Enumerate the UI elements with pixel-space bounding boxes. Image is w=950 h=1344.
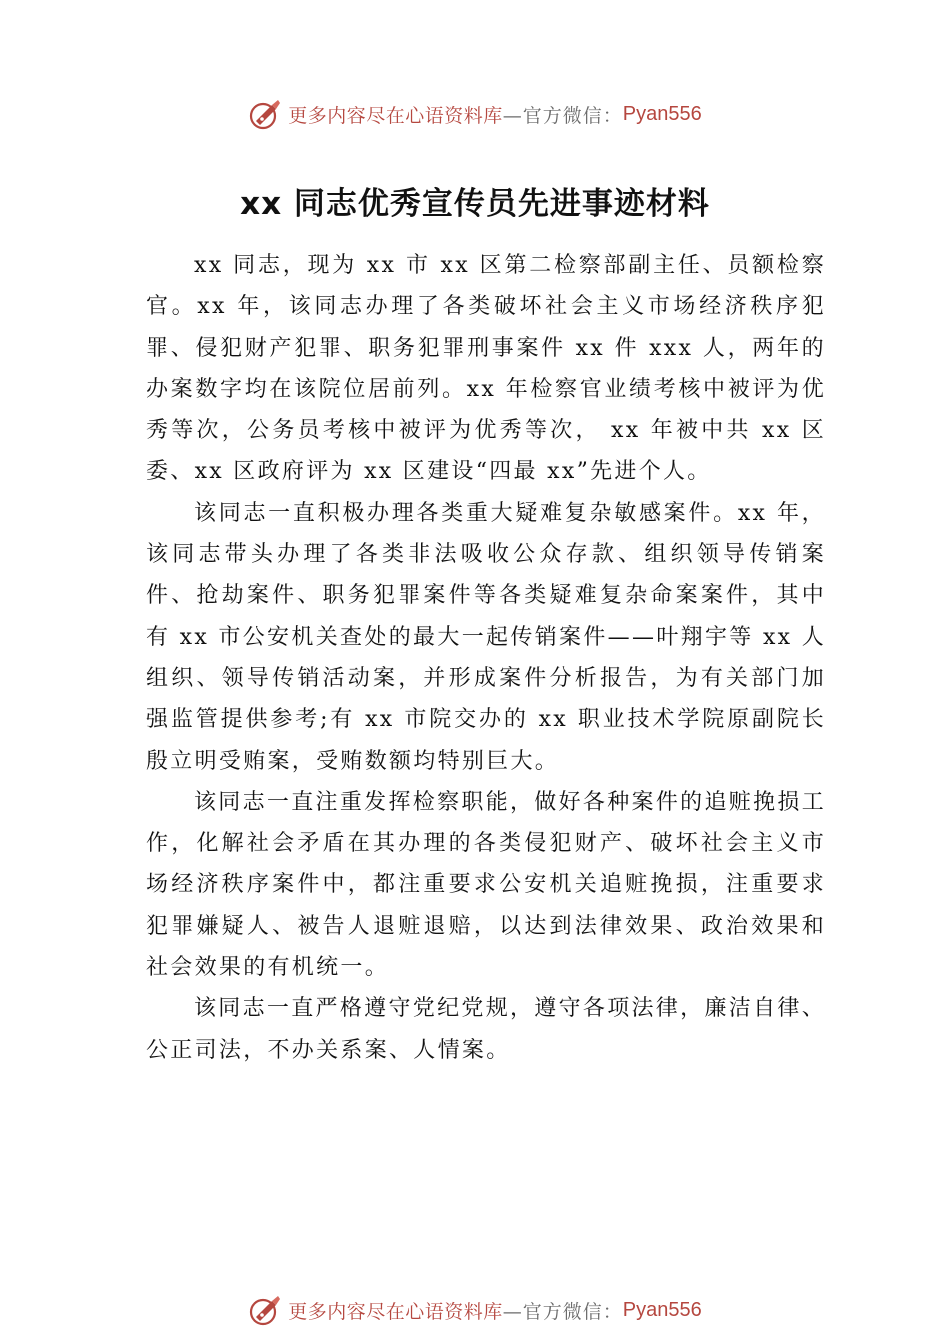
header-banner xyxy=(0,94,950,134)
pen-nib-logo-icon xyxy=(248,97,282,131)
paragraph-4: 该同志一直严格遵守党纪党规，遵守各项法律，廉洁自律、公正司法，不办关系案、人情案。 xyxy=(146,996,826,1063)
document-body xyxy=(146,245,826,1071)
banner-wechat-label: —官方微信： xyxy=(502,1300,623,1323)
footer-banner xyxy=(0,1290,950,1330)
banner-wechat-id: Pyan556 xyxy=(622,102,702,125)
banner-brand-text: 更多内容尽在心语资料库 xyxy=(288,104,503,127)
paragraph-2: 该同志一直积极办理各类重大疑难复杂敏感案件。xx 年，该同志带头办理了各类非法吸收公众存款、组织领导传销案件、抢劫案件、职务犯罪案件等各类疑难复杂命案案件，其中有 xx 市公安机关查处的最大一起传销案件——叶翔宇等 xx 人组织、领导传销活动案，并形成案件分析报告，为有关部门加强监管提供参考;有 xx 市院交办的 xx 职业技术学院原副院长殷立明受贿案，受贿数额均特别巨大。 xyxy=(146,500,826,774)
banner-wechat-id: Pyan556 xyxy=(622,1298,702,1321)
banner-wechat-label: —官方微信： xyxy=(502,104,623,127)
pen-nib-logo-icon xyxy=(248,1293,282,1327)
paragraph-3: 该同志一直注重发挥检察职能，做好各种案件的追赃挽损工作，化解社会矛盾在其办理的各类侵犯财产、破坏社会主义市场经济秩序案件中，都注重要求公安机关追赃挽损，注重要求犯罪嫌疑人、被告人退赃退赔，以达到法律效果、政治效果和社会效果的有机统一。 xyxy=(146,789,826,981)
paragraph-1: xx 同志，现为 xx 市 xx 区第二检察部副主任、员额检察官。xx 年，该同志办理了各类破坏社会主义市场经济秩序犯罪、侵犯财产犯罪、职务犯罪刑事案件 xx 件 xxx 人，两年的办案数字均在该院位居前列。xx 年检察官业绩考核中被评为优秀等次，公务员考核中被评为优秀等次， xx 年被中共 xx 区委、xx 区政府评为 xx 区建设“四最 xx”先进个人。 xyxy=(146,253,826,485)
document-title: xx 同志优秀宣传员先进事迹材料 xyxy=(240,186,710,222)
banner-brand-text: 更多内容尽在心语资料库 xyxy=(288,1300,503,1323)
